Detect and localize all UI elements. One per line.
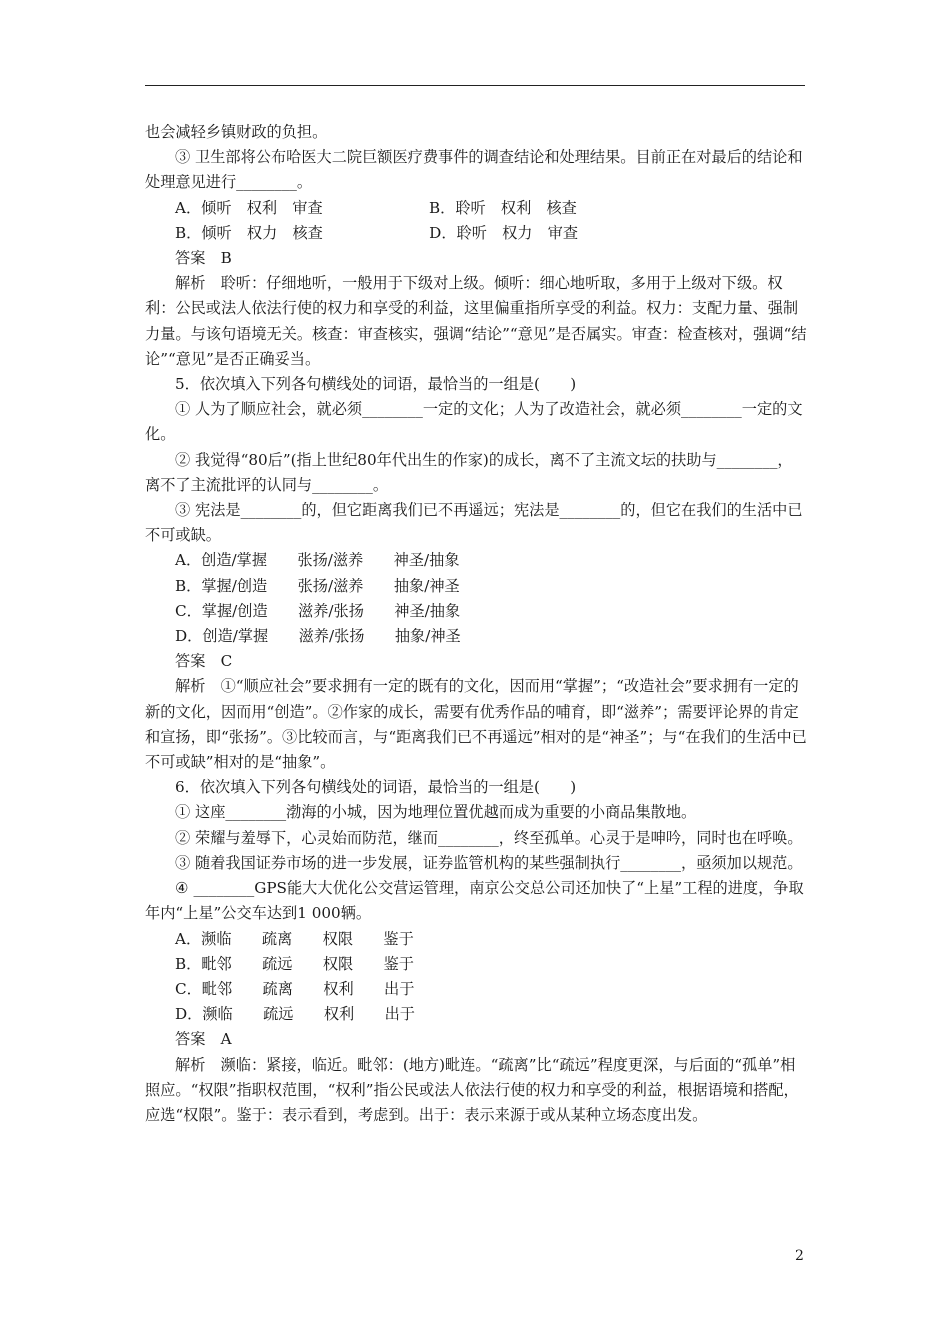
answer-option: D．濒临 疏远 权利 出于	[175, 1005, 415, 1024]
answer-option: B．掌握/创造 张扬/滋养 抽象/神圣	[175, 576, 460, 595]
explanation: 解析 聆听：仔细地听，一般用于下级对上级。倾听：细心地听取，多用于上级对下级。权利：公民或法人依法行使的权力和享受的利益，这里偏重指所享受的利益。权力：支配力量、强制力量。与该句语境无关。核查：审查核实，强调“结论”“意见”是否属实。审查：检查核对，强调“结论”“意见”是否正确妥当。	[145, 274, 807, 368]
document-body	[145, 120, 807, 1128]
question-sentence: ④ ________GPS能大大优化公交营运管理，南京公交总公司还加快了“上星”工程的进度，争取年内“上星”公交车达到1 000辆。	[145, 879, 804, 923]
question-sentence: ② 荣耀与羞辱下，心灵始而防范，继而________，终至孤单。心灵于是呻吟，同时也在呼唤。	[175, 828, 803, 847]
answer-option: B．倾听 权力 核查 D．聆听 权力 审查	[175, 223, 579, 242]
answer-option: C．掌握/创造 滋养/张扬 神圣/抽象	[175, 601, 461, 620]
question-stem: 6．依次填入下列各句横线处的词语，最恰当的一组是( )	[175, 778, 577, 797]
question-sentence: ① 人为了顺应社会，就必须________一定的文化；人为了改造社会，就必须________一定的文化。	[145, 400, 803, 444]
answer-option: B．毗邻 疏远 权限 鉴于	[175, 954, 414, 973]
answer-option: D．创造/掌握 滋养/张扬 抽象/神圣	[175, 627, 461, 646]
explanation: 解析 濒临：紧接，临近。毗邻：(地方)毗连。“疏离”比“疏远”程度更深，与后面的“孤单”相照应。“权限”指职权范围，“权利”指公民或法人依法行使的权力和享受的利益，根据语境和搭配，应选“权限”。鉴于：表示看到，考虑到。出于：表示来源于或从某种立场态度出发。	[145, 1055, 799, 1124]
answer-key: 答案 C	[175, 652, 233, 671]
answer-option: A．濒临 疏离 权限 鉴于	[175, 929, 414, 948]
paragraph: 也会减轻乡镇财政的负担。	[145, 123, 328, 141]
paragraph: ③ 卫生部将公布哈医大二院巨额医疗费事件的调查结论和处理结果。目前正在对最后的结论和处理意见进行________。	[145, 148, 803, 192]
answer-option: A．创造/掌握 张扬/滋养 神圣/抽象	[175, 551, 460, 570]
header-rule	[145, 85, 805, 86]
question-sentence: ① 这座________渤海的小城，因为地理位置优越而成为重要的小商品集散地。	[175, 803, 697, 822]
answer-key: 答案 A	[175, 1030, 232, 1049]
answer-key: 答案 B	[175, 249, 232, 268]
answer-option: C．毗邻 疏离 权利 出于	[175, 979, 415, 998]
question-sentence: ② 我觉得“80后”(指上世纪80年代出生的作家)的成长，离不了主流文坛的扶助与________，离不了主流批评的认同与________。	[145, 450, 793, 494]
question-sentence: ③ 宪法是________的，但它距离我们已不再遥远；宪法是________的，但它在我们的生活中已不可或缺。	[145, 501, 803, 545]
question-stem: 5．依次填入下列各句横线处的词语，最恰当的一组是( )	[175, 375, 577, 394]
explanation: 解析 ①“顺应社会”要求拥有一定的既有的文化，因而用“掌握”；“改造社会”要求拥有一定的新的文化，因而用“创造”。②作家的成长，需要有优秀作品的哺育，即“滋养”；需要评论界的肯定和宣扬，即“张扬”。③比较而言，与“距离我们已不再遥远”相对的是“神圣”；与“在我们的生活中已不可或缺”相对的是“抽象”。	[145, 677, 807, 772]
answer-option: A．倾听 权利 审查 B．聆听 权利 核查	[175, 198, 577, 217]
page-number: 2	[795, 1248, 804, 1264]
question-sentence: ③ 随着我国证券市场的进一步发展，证券监管机构的某些强制执行________，亟须加以规范。	[175, 853, 803, 872]
